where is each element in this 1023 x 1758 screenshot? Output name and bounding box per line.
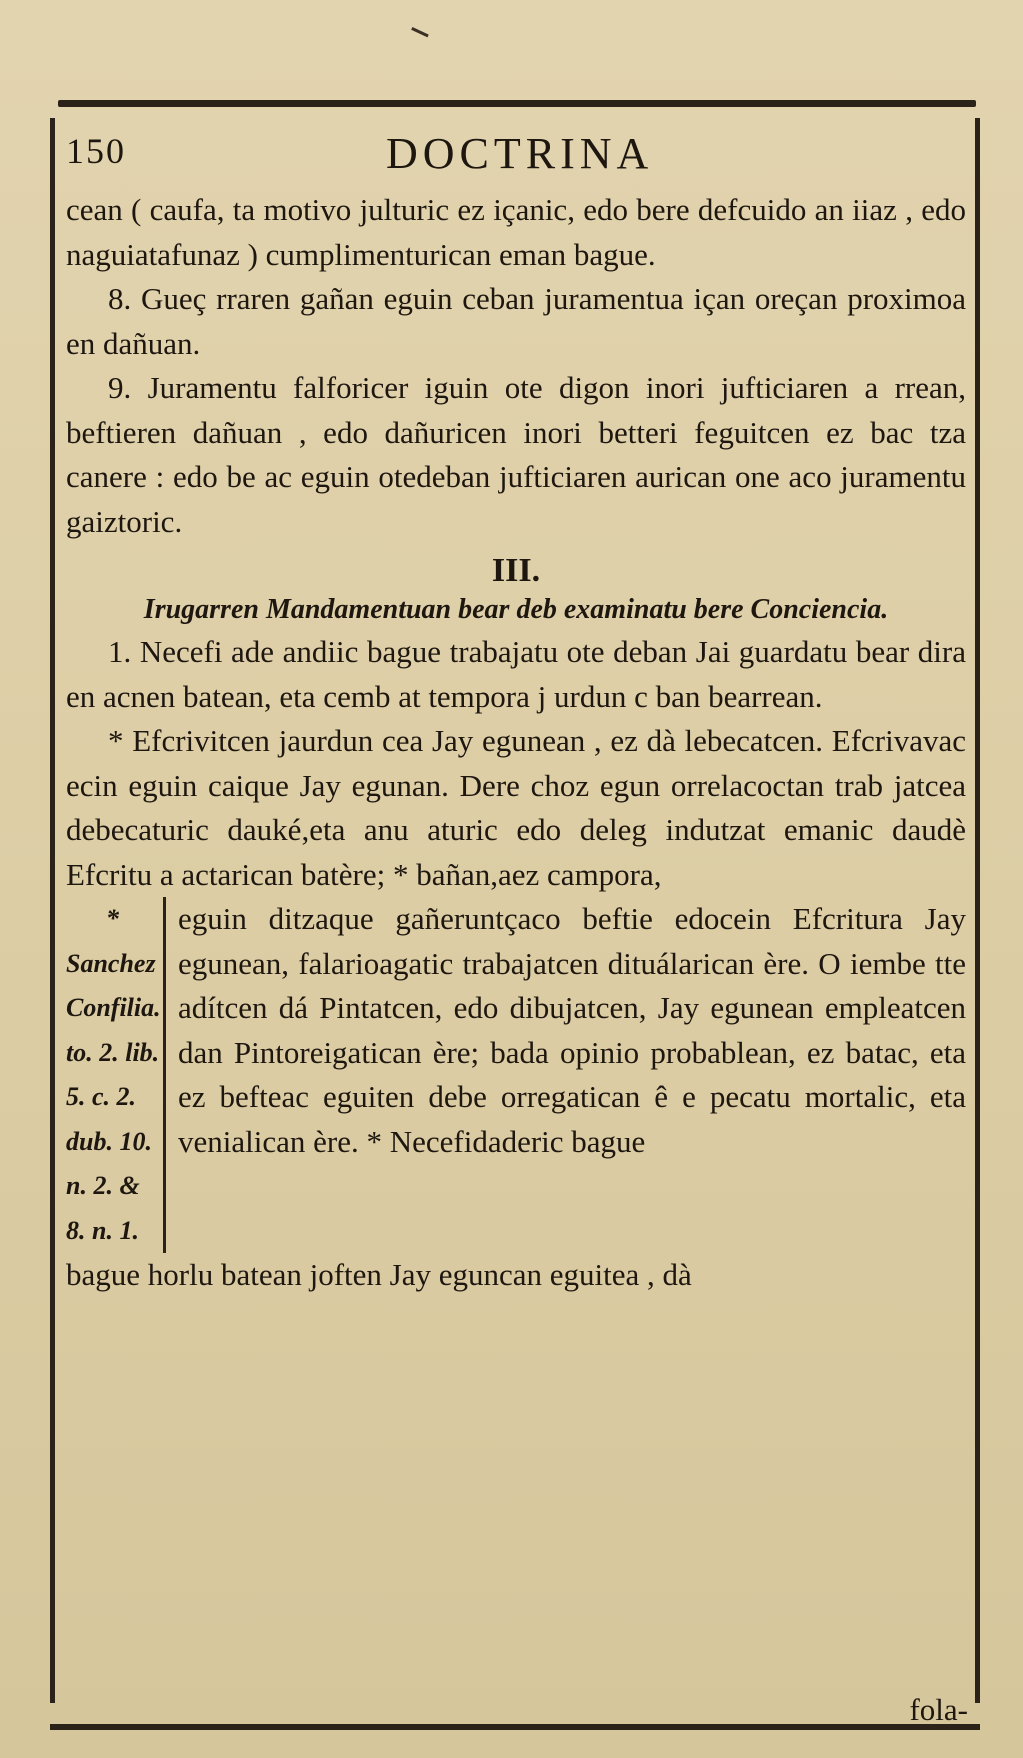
margin-note-line: to. 2. lib. [66, 1037, 160, 1067]
top-rule [58, 100, 976, 107]
paragraph-continuation: cean ( caufa, ta motivo julturic ez içanic, edo bere defcuido an iiaz , edo naguiatafunaz ) cumplimenturican eman bague. [66, 192, 966, 272]
margin-note-line: Sanchez [66, 948, 156, 978]
page-content [66, 122, 966, 1298]
annotated-text-column [166, 897, 966, 1253]
running-title: DOCTRINA [386, 129, 654, 178]
margin-note-line: 5. c. 2. [66, 1082, 137, 1111]
paragraph-annotated: eguin ditzaque gañeruntçaco beftie edocein Efcritura Jay egunean, falarioagatic trabajatcen dituálarican ère. O iembe tte adítcen dá Pintatcen, edo dibujatcen, Jay egunean empleatcen dan Pintoreigatican ère; bada opinio probablean, ez batac, eta ez befteac eguiten debe orregatican ê e pecatu mortalic, eta venialican ère. * Necefidaderic bague [178, 901, 966, 1159]
text-frame [50, 100, 980, 1730]
page-number: 150 [66, 131, 126, 171]
annotated-block [66, 897, 966, 1253]
margin-note-line: 8. n. 1. [66, 1215, 139, 1245]
paragraph-9: 9. Juramentu falforicer iguin ote digon inori jufticiaren a rrean, beftieren dañuan , edo dañuricen inori betteri feguitcen ez bac tza canere : edo be ac eguin otedeban jufticiaren aurican one aco juramentu gaiztoric. [66, 370, 966, 539]
page-header [66, 122, 966, 188]
paragraph-1: 1. Necefi ade andiic bague trabajatu ote deban Jai guardatu bear dira en acnen batean, eta cemb at tempora j urdun c ban bearrean. [66, 634, 966, 714]
margin-note [66, 897, 166, 1253]
left-rule [50, 118, 55, 1703]
section-title: Irugarren Mandamentuan bear deb examinatu bere Conciencia. [143, 594, 889, 625]
margin-note-line: Confilia. [66, 993, 161, 1022]
section-number: III. [491, 552, 541, 589]
margin-note-line: n. 2. & [66, 1171, 140, 1200]
margin-note-line: * [106, 904, 119, 933]
ink-mark [405, 27, 428, 50]
right-rule [975, 118, 980, 1703]
catchword: fola- [909, 1692, 968, 1727]
paragraph-note: * Efcrivitcen jaurdun cea Jay egunean , ez dà lebecatcen. Efcrivavac ecin eguin caique Jay egunan. Dere choz egun orrelacoctan trab jatcea debecaturic dauké,eta anu aturic edo deleg indutzat emanic daudè Efcritu a actarican batère; * bañan,aez campora, [66, 723, 966, 892]
bottom-rule [50, 1724, 980, 1730]
paragraph-last: bague horlu batean joften Jay eguncan eguitea , dà [66, 1257, 692, 1292]
paragraph-8: 8. Gueç rraren gañan eguin ceban juramentua içan oreçan proximoa en dañuan. [66, 281, 966, 361]
margin-note-line: dub. 10. [66, 1126, 152, 1156]
